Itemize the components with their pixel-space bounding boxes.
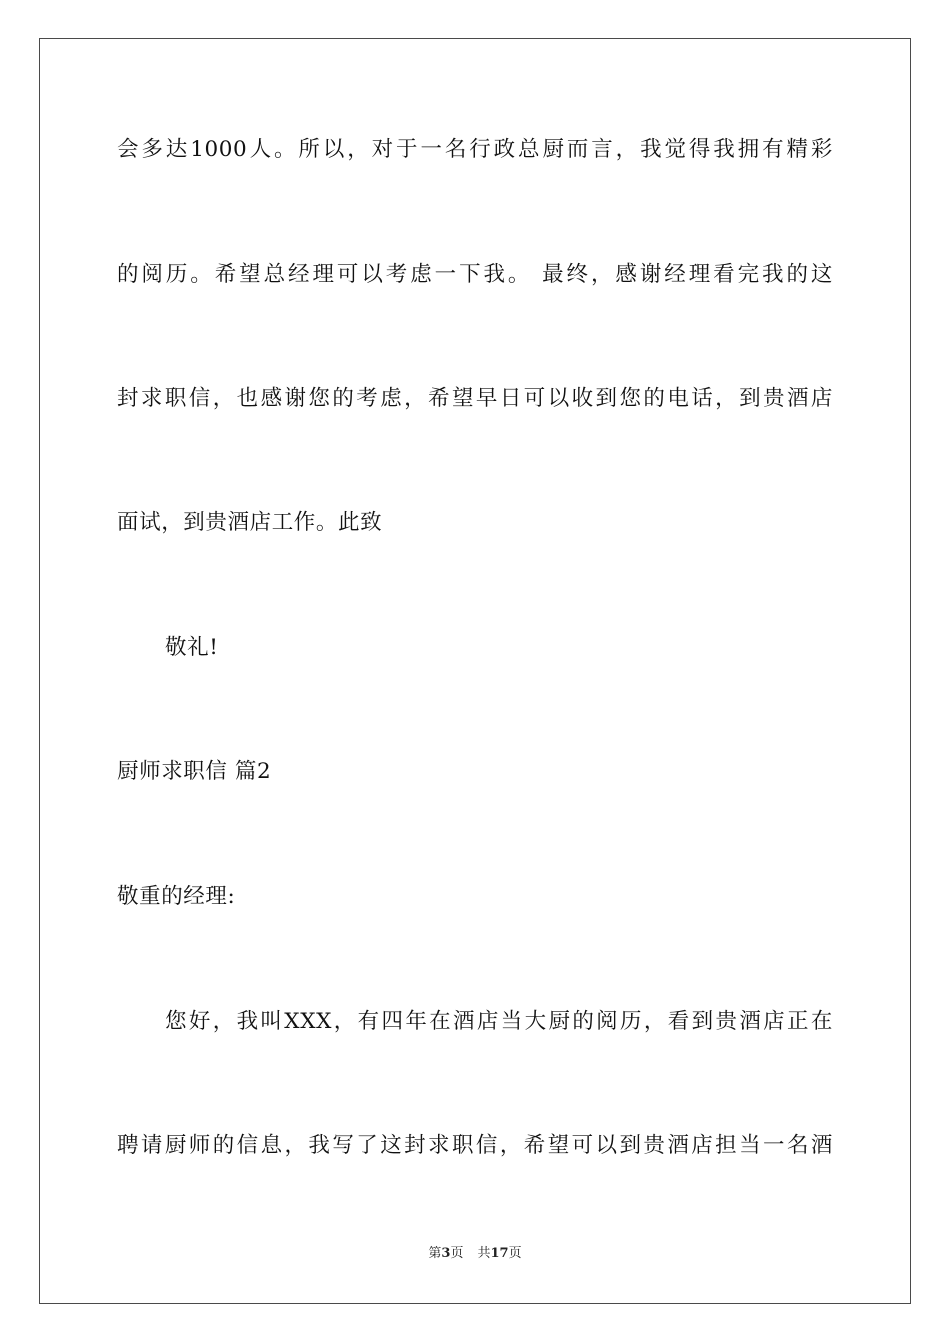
page-border xyxy=(39,38,911,1304)
total-prefix: 共 xyxy=(477,1246,491,1261)
page-footer xyxy=(0,1244,950,1264)
total-pages: 17 xyxy=(490,1246,509,1261)
body-line-5: 您好，我叫XXX，有四年在酒店当大厨的阅历，看到贵酒店正在 xyxy=(165,1009,833,1034)
section-heading: 厨师求职信 篇2 xyxy=(117,759,272,784)
total-suffix: 页 xyxy=(508,1246,522,1261)
body-line-2: 的阅历。希望总经理可以考虑一下我。 最终，感谢经理看完我的这 xyxy=(117,262,833,287)
body-line-4: 面试，到贵酒店工作。此致 xyxy=(117,510,383,535)
body-line-1: 会多达1000人。所以，对于一名行政总厨而言，我觉得我拥有精彩 xyxy=(117,137,833,162)
body-line-6: 聘请厨师的信息，我写了这封求职信，希望可以到贵酒店担当一名酒 xyxy=(117,1133,833,1158)
page-prefix: 第 xyxy=(428,1246,442,1261)
body-line-3: 封求职信，也感谢您的考虑，希望早日可以收到您的电话，到贵酒店 xyxy=(117,386,833,411)
page-suffix: 页 xyxy=(450,1246,464,1261)
closing-salutation: 敬礼! xyxy=(165,635,219,660)
greeting-line: 敬重的经理: xyxy=(117,884,236,909)
page-number: 3 xyxy=(441,1246,451,1261)
